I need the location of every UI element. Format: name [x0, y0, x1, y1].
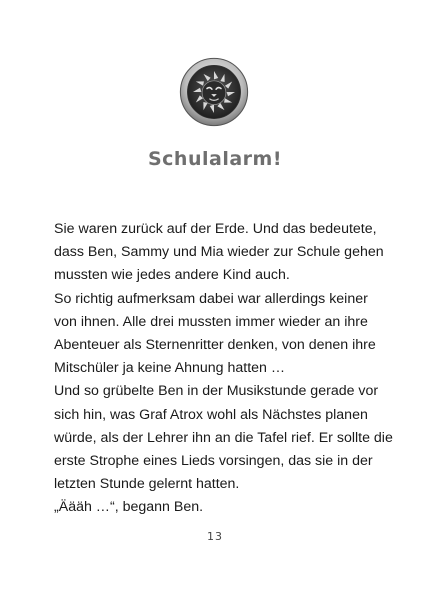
body-text [54, 218, 393, 520]
text-line: Sie waren zurück auf der Erde. Und das bedeutete, [54, 221, 377, 237]
page-number: 13 [207, 530, 223, 543]
text-line: letzten Stunde gelernt hatten. [54, 476, 240, 493]
text-line: Abenteuer als Sternenritter denken, von denen ihre [54, 337, 376, 354]
text-line: „Äääh …“, begann Ben. [54, 499, 204, 516]
chapter-title: Schulalarm! [147, 148, 282, 170]
text-line: von ihnen. Alle drei mussten immer wieder an ihre [54, 313, 368, 330]
lion-emblem-icon [179, 57, 249, 127]
text-line: Mitschüler ja keine Ahnung hatten … [54, 360, 286, 377]
text-line: erste Strophe eines Lieds vorsingen, das sie in der [54, 453, 373, 470]
text-line: sich hin, was Graf Atrox wohl als Nächstes planen [54, 406, 368, 423]
text-line: So richtig aufmerksam dabei war allerdings keiner [54, 290, 368, 307]
text-line: Und so grübelte Ben in der Musikstunde gerade vor [54, 383, 379, 400]
text-line: würde, als der Lehrer ihn an die Tafel rief. Er sollte die [54, 429, 393, 446]
text-line: mussten wie jedes andere Kind auch. [54, 267, 290, 284]
text-line: dass Ben, Sammy und Mia wieder zur Schule gehen [54, 244, 384, 261]
